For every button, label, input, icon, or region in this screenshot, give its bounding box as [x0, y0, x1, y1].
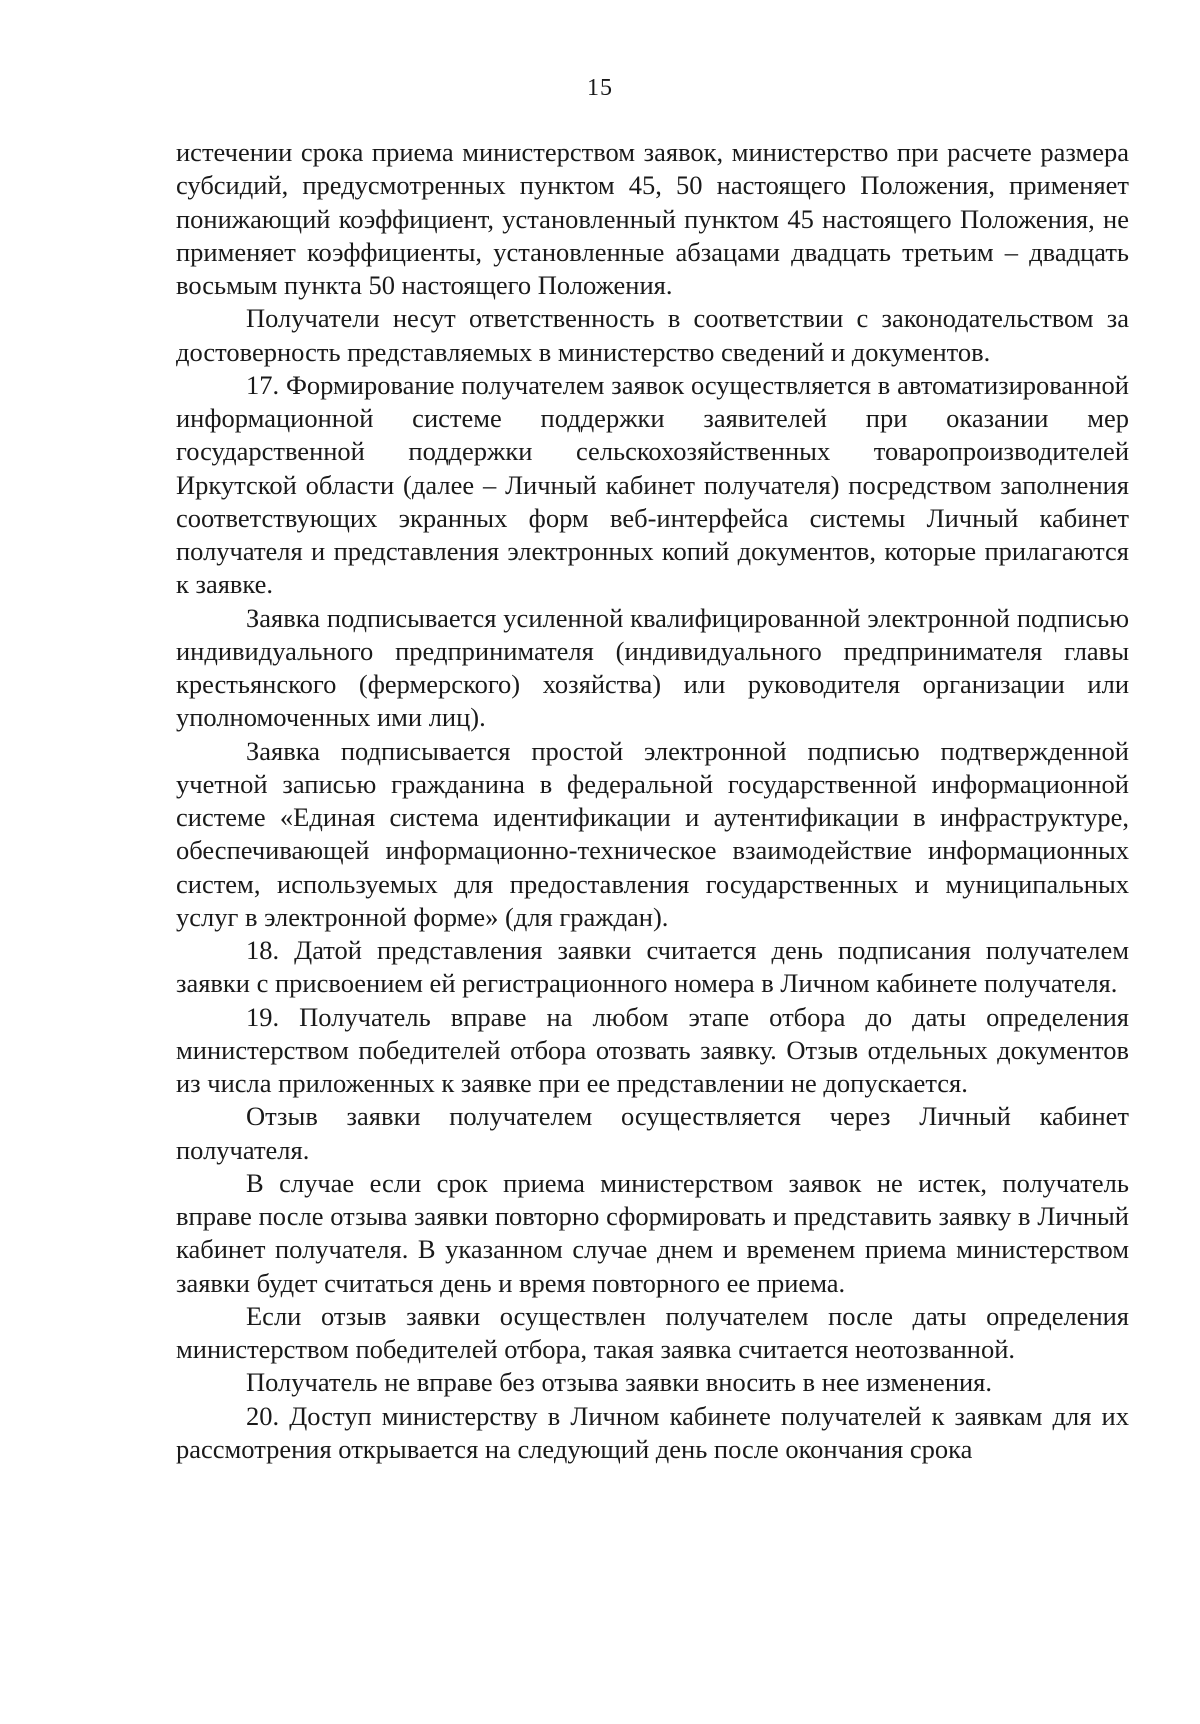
paragraph: Получатель не вправе без отзыва заявки вносить в нее изменения.: [246, 1367, 992, 1398]
paragraph: 20. Доступ министерству в Личном кабинете получателей к заявкам для их рассмотрения открывается на следующий день после окончания срока: [176, 1400, 1129, 1464]
paragraph: Заявка подписывается усиленной квалифицированной электронной подписью индивидуального предпринимателя (индивидуального предпринимателя главы крестьянского (фермерского) хозяйства) или руководителя организации или уполномоченных ими лиц).: [176, 602, 1129, 733]
paragraph: В случае если срок приема министерством заявок не истек, получатель вправе после отзыва заявки повторно сформировать и представить заявку в Личный кабинет получателя. В указанном случае днем и временем приема министерством заявки будет считаться день и время повторного ее приема.: [176, 1167, 1129, 1298]
paragraph: Отзыв заявки получателем осуществляется через Личный кабинет получателя.: [176, 1101, 1129, 1165]
paragraph: Если отзыв заявки осуществлен получателем после даты определения министерством победителей отбора, такая заявка считается неотозванной.: [176, 1300, 1129, 1364]
page-number: 15: [587, 75, 613, 101]
paragraph: 19. Получатель вправе на любом этапе отбора до даты определения министерством победителей отбора отозвать заявку. Отзыв отдельных документов из числа приложенных к заявке при ее представлении не допускается.: [176, 1001, 1129, 1098]
paragraph: Заявка подписывается простой электронной подписью подтвержденной учетной записью гражданина в федеральной государственной информационной системе «Единая система идентификации и аутентификации в инфраструктуре, обеспечивающей информационно-техническое взаимодействие информационных систем, используемых для предоставления государственных и муниципальных услуг в электронной форме» (для граждан).: [176, 735, 1129, 932]
paragraph: Получатели несут ответственность в соответствии с законодательством за достоверность представляемых в министерство сведений и документов.: [176, 303, 1129, 367]
paragraph: 18. Датой представления заявки считается день подписания получателем заявки с присвоением ей регистрационного номера в Личном кабинете получателя.: [176, 935, 1129, 999]
paragraph: 17. Формирование получателем заявок осуществляется в автоматизированной информационной системе поддержки заявителей при оказании мер государственной поддержки сельскохозяйственных товаропроизводителей Иркутской области (далее – Личный кабинет получателя) посредством заполнения соответствующих экранных форм веб-интерфейса системы Личный кабинет получателя и представления электронных копий документов, которые прилагаются к заявке.: [176, 369, 1129, 600]
paragraph: истечении срока приема министерством заявок, министерство при расчете размера субсидий, предусмотренных пунктом 45, 50 настоящего Положения, применяет понижающий коэффициент, установленный пунктом 45 настоящего Положения, не применяет коэффициенты, установленные абзацами двадцать третьим – двадцать восьмым пункта 50 настоящего Положения.: [176, 137, 1129, 300]
document-body: [176, 136, 1129, 1466]
